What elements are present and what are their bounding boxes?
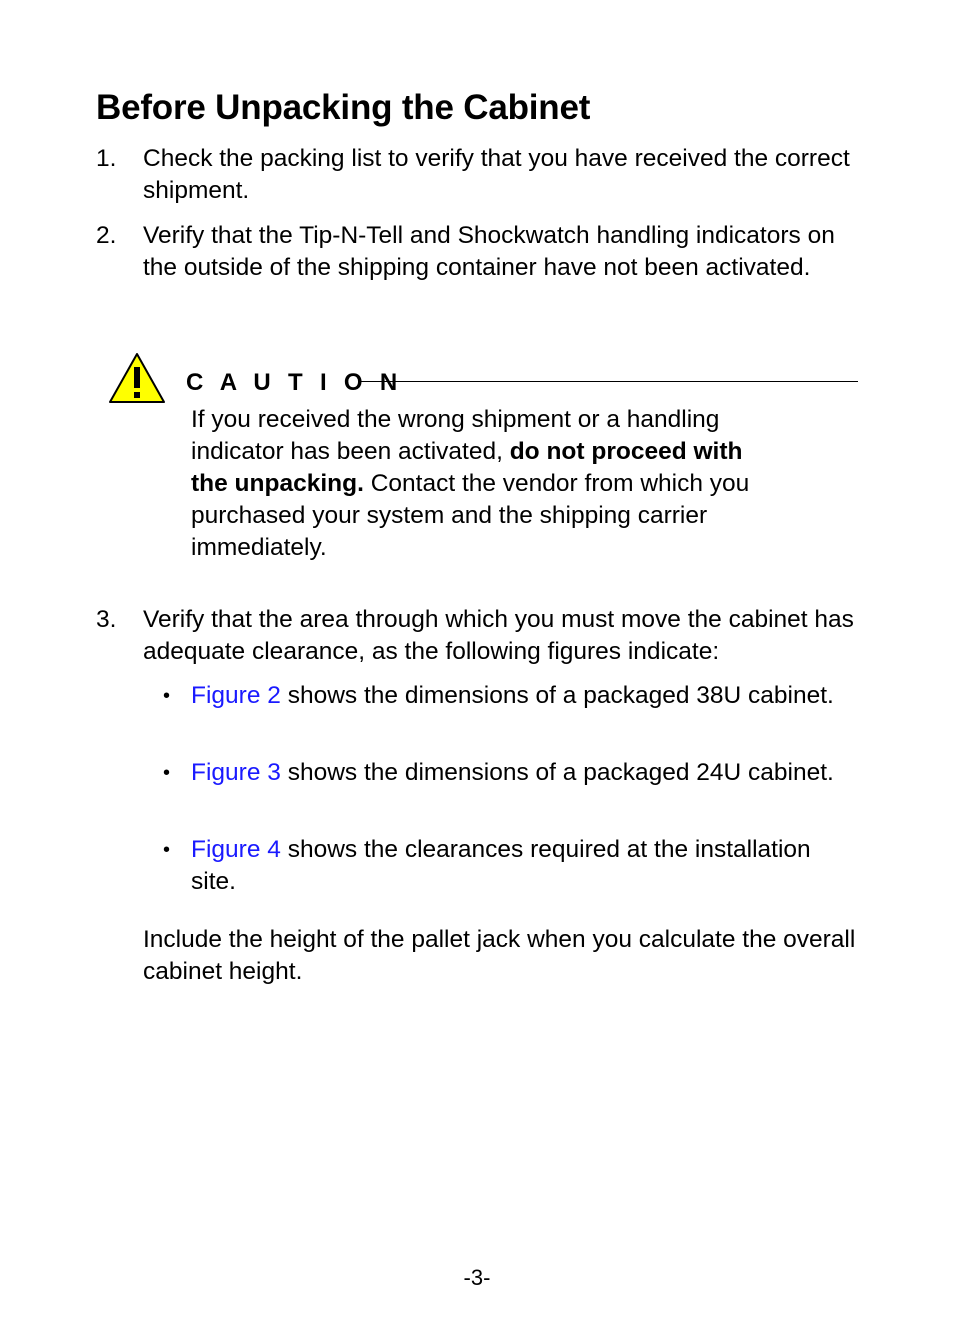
- caution-label: C A U T I O N: [186, 369, 403, 396]
- bullet-dot: •: [163, 685, 171, 707]
- page-title: Before Unpacking the Cabinet: [96, 88, 591, 127]
- caution-emphasis: do not proceed with the unpacking.: [191, 438, 743, 497]
- bullet-dot: •: [163, 762, 171, 784]
- figure-4-link[interactable]: Figure 4: [191, 836, 281, 863]
- figure-2-link[interactable]: Figure 2: [191, 682, 281, 709]
- pallet-jack-note: Include the height of the pallet jack when you calculate the overall cabinet height.: [143, 926, 856, 985]
- figure-3-link[interactable]: Figure 3: [191, 759, 281, 786]
- warning-triangle-icon: [108, 352, 166, 404]
- caution-divider: [360, 381, 858, 382]
- step-text: Check the packing list to verify that you have received the correct shipment.: [143, 145, 850, 204]
- step-number: 3.: [96, 606, 117, 633]
- caution-text-part-2: Contact the vendor from which you purchased your system and the shipping carrier immediately.: [191, 470, 750, 561]
- bullet-text: shows the dimensions of a packaged 24U cabinet.: [280, 759, 834, 786]
- caution-text: [191, 404, 781, 564]
- page-number: -3-: [463, 1265, 491, 1290]
- bullet-text: shows the clearances required at the installation site.: [191, 836, 811, 895]
- caution-text-part-1: If you received the wrong shipment or a handling indicator has been activated,: [191, 406, 720, 465]
- step-text: Verify that the Tip-N-Tell and Shockwatch handling indicators on the outside of the shipping container have not been activated.: [143, 222, 835, 281]
- step-number: 2.: [96, 222, 117, 249]
- step-number: 1.: [96, 145, 117, 172]
- bullet-text: shows the dimensions of a packaged 38U cabinet.: [280, 682, 834, 709]
- bullet-dot: •: [163, 839, 171, 861]
- step-text: Verify that the area through which you must move the cabinet has adequate clearance, as the following figures indicate:: [143, 606, 854, 665]
